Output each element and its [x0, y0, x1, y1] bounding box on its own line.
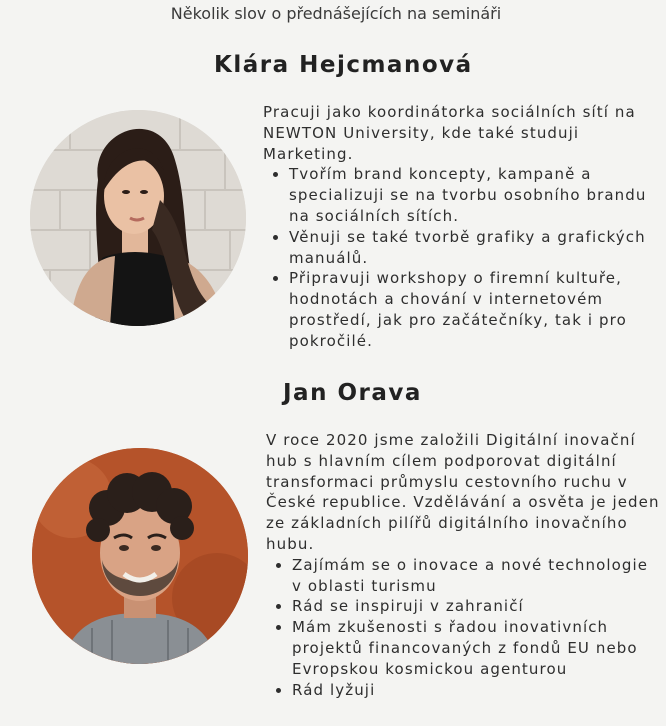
list-item: • Věnuji se také tvorbě grafiky a grafických manuálů.	[289, 227, 663, 269]
bio-paragraph: V roce 2020 jsme založili Digitální inovační hub s hlavním cílem podporovat digitální transformaci průmyslu cestovního ruchu v České republice. Vzdělávání a osvěta je jeden ze základních pilířů digitálního inovačního hubu.	[266, 431, 660, 553]
speaker-photo	[30, 110, 246, 326]
list-item: • Mám zkušenosti s řadou inovativních projektů financovaných z fondů EU nebo Evropskou kosmickou agenturou	[292, 617, 662, 679]
speaker-name: Klára Hejcmanová	[214, 52, 473, 78]
speaker-bio	[266, 430, 662, 700]
speaker-name: Jan Orava	[283, 380, 422, 406]
page-intro: Několik slov o přednášejících na semináři	[170, 4, 502, 23]
list-item: • Rád lyžuji	[292, 680, 662, 701]
list-item: • Připravuji workshopy o firemní kultuře, hodnotách a chování v internetovém prostředí, jak pro začátečníky, tak i pro pokročilé.	[289, 268, 663, 351]
list-item: • Zajímám se o inovace a nové technologie v oblasti turismu	[292, 555, 662, 597]
bio-list	[266, 555, 662, 701]
speaker-photo-image	[32, 448, 248, 664]
bio-paragraph: Pracuji jako koordinátorka sociálních sítí na NEWTON University, kde také studuji Marketing.	[263, 103, 636, 163]
speaker-photo-image	[30, 110, 246, 326]
speaker-photo	[32, 448, 248, 664]
bio-list	[263, 164, 663, 351]
list-item: • Tvořím brand koncepty, kampaně a specializuji se na tvorbu osobního brandu na sociálních sítích.	[289, 164, 663, 226]
speaker-bio	[263, 102, 663, 352]
list-item: • Rád se inspiruji v zahraničí	[292, 596, 662, 617]
